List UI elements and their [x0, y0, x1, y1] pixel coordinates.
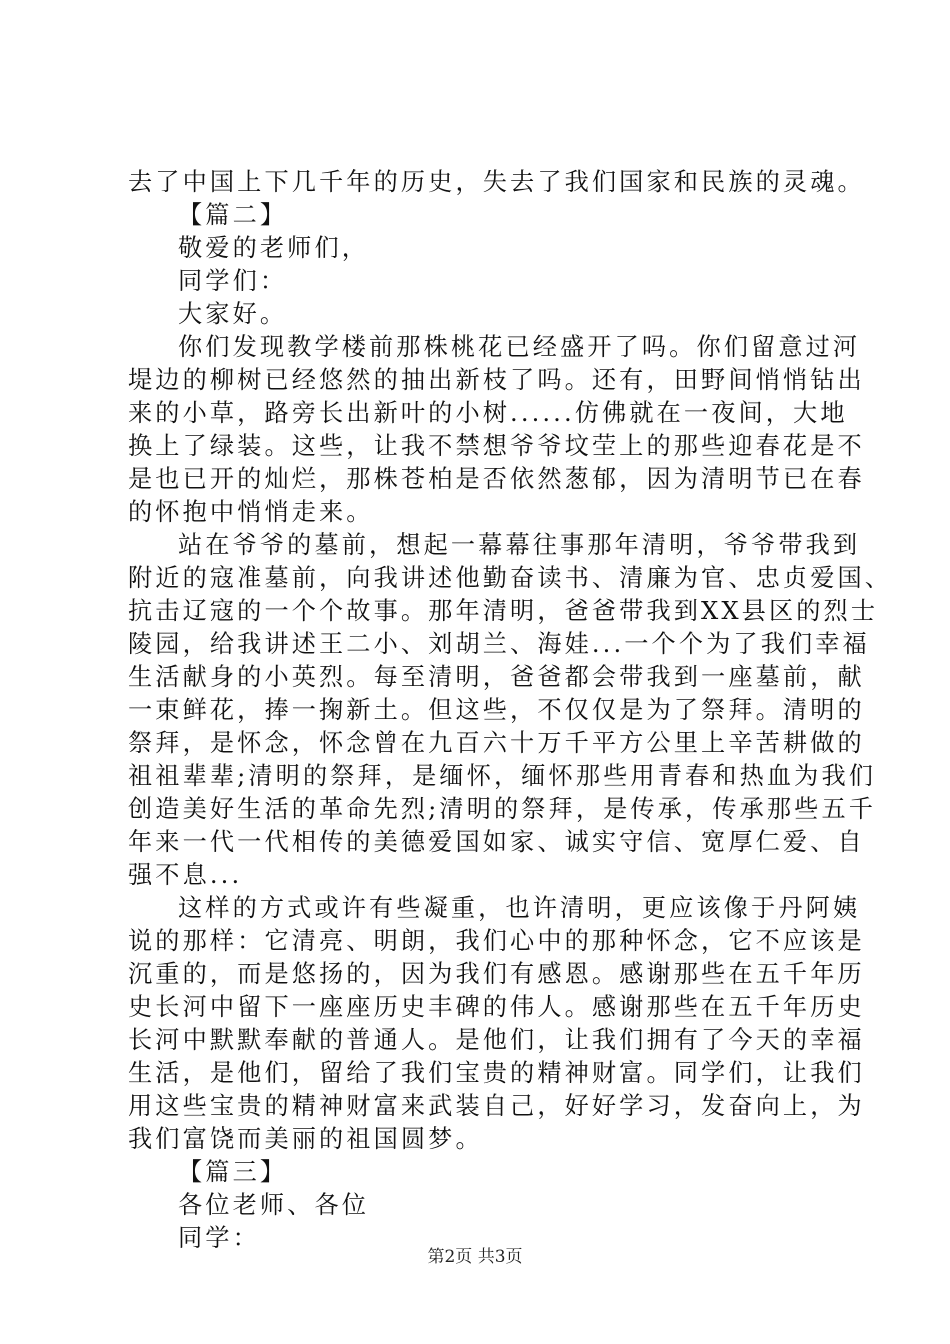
text-line: 创造美好生活的革命先烈;清明的祭拜，是传承，传承那些五千	[128, 795, 877, 823]
text-line: 长河中默默奉献的普通人。是他们，让我们拥有了今天的幸福	[128, 1026, 865, 1054]
text-line: 我们富饶而美丽的祖国圆梦。	[128, 1125, 483, 1153]
text-line: 这样的方式或许有些凝重，也许清明，更应该像于丹阿姨	[178, 894, 861, 922]
text-line: 【篇三】	[178, 1158, 288, 1186]
text-line: 各位老师、各位	[178, 1191, 370, 1219]
text-line: 同学：	[178, 1224, 260, 1252]
text-line: 来的小草，路旁长出新叶的小树......仿佛就在一夜间，大地	[128, 399, 848, 427]
text-line: 去了中国上下几千年的历史，失去了我们国家和民族的灵魂。	[128, 168, 865, 196]
text-line: 你们发现教学楼前那株桃花已经盛开了吗。你们留意过河	[178, 333, 861, 361]
text-line: 同学们：	[178, 267, 288, 295]
document-body	[128, 166, 893, 1255]
text-line: 【篇二】	[178, 201, 288, 229]
text-line: 强不息...	[128, 861, 243, 889]
text-line: 生活，是他们，留给了我们宝贵的精神财富。同学们，让我们	[128, 1059, 865, 1087]
text-line: 史长河中留下一座座历史丰碑的伟人。感谢那些在五千年历史	[128, 993, 865, 1021]
text-line: 年来一代一代相传的美德爱国如家、诚实守信、宽厚仁爱、自	[128, 828, 865, 856]
text-line: 生活献身的小英烈。每至清明，爸爸都会带我到一座墓前，献	[128, 663, 865, 691]
text-line: 祖祖辈辈;清明的祭拜，是缅怀，缅怀那些用青春和热血为我们	[128, 762, 877, 790]
text-line: 祭拜，是怀念，怀念曾在九百六十万千平方公里上辛苦耕做的	[128, 729, 865, 757]
text-line: 附近的寇准墓前，向我讲述他勤奋读书、清廉为官、忠贞爱国、	[128, 564, 893, 592]
text-line: 用这些宝贵的精神财富来武装自己，好好学习，发奋向上，为	[128, 1092, 865, 1120]
text-line: 一束鲜花，捧一掬新土。但这些，不仅仅是为了祭拜。清明的	[128, 696, 865, 724]
text-line: 抗击辽寇的一个个故事。那年清明，爸爸带我到XX县区的烈士	[128, 597, 879, 625]
text-line: 沉重的，而是悠扬的，因为我们有感恩。感谢那些在五千年历	[128, 960, 865, 988]
text-line: 是也已开的灿烂，那株苍柏是否依然葱郁，因为清明节已在春	[128, 465, 865, 493]
text-line: 敬爱的老师们，	[178, 234, 370, 262]
text-line: 换上了绿装。这些，让我不禁想爷爷坟茔上的那些迎春花是不	[128, 432, 865, 460]
text-line: 陵园，给我讲述王二小、刘胡兰、海娃...一个个为了我们幸福	[128, 630, 870, 658]
text-line: 堤边的柳树已经悠然的抽出新枝了吗。还有，田野间悄悄钻出	[128, 366, 865, 394]
text-line: 大家好。	[178, 300, 288, 328]
text-line: 说的那样：它清亮、明朗，我们心中的那种怀念，它不应该是	[128, 927, 865, 955]
text-line: 站在爷爷的墓前，想起一幕幕往事那年清明，爷爷带我到	[178, 531, 861, 559]
text-line: 的怀抱中悄悄走来。	[128, 498, 374, 526]
page-footer: 第2页 共3页	[427, 1247, 523, 1267]
